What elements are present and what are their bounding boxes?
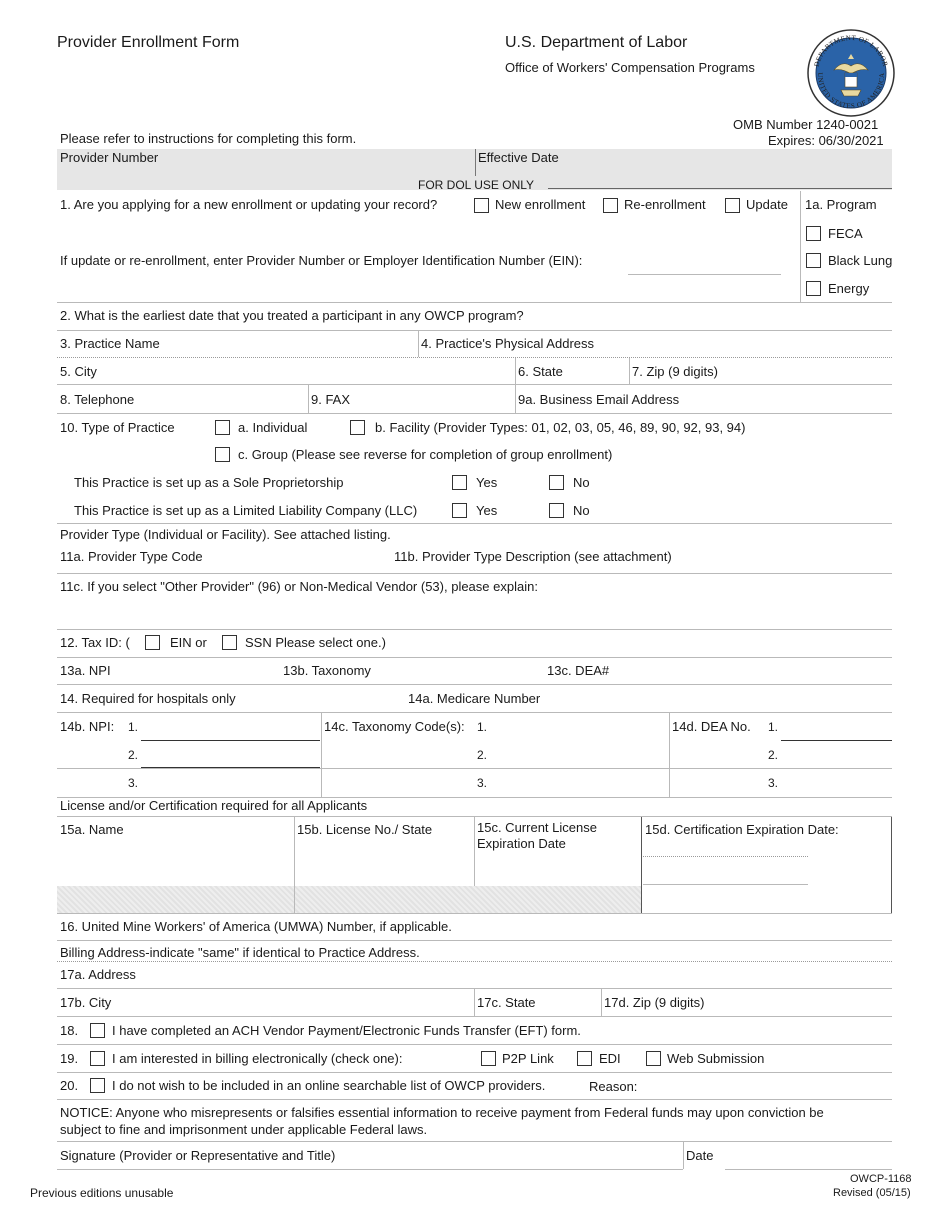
npi-row-1-line: [141, 740, 320, 741]
hospitals-only-label: 14. Required for hospitals only: [60, 691, 236, 706]
ssn-checkbox[interactable]: [222, 635, 237, 650]
npi-row-1-number: 1.: [128, 720, 139, 734]
individual-checkbox[interactable]: [215, 420, 230, 435]
edi-label: EDI: [599, 1051, 621, 1066]
physical-address-label: 4. Practice's Physical Address: [421, 336, 594, 351]
divider: [57, 1072, 892, 1073]
umwa-label: 16. United Mine Workers' of America (UMWA) Number, if applicable.: [60, 919, 452, 934]
llc-yes-checkbox[interactable]: [452, 503, 467, 518]
city-label: 5. City: [60, 364, 97, 379]
group-label: c. Group (Please see reverse for completion of group enrollment): [238, 447, 613, 462]
sole-prop-label: This Practice is set up as a Sole Proprietorship: [74, 475, 344, 490]
divider: [57, 913, 892, 914]
divider: [294, 886, 295, 913]
other-provider-explain-label: 11c. If you select "Other Provider" (96) or Non-Medical Vendor (53), please explain:: [60, 579, 538, 594]
omb-expires: Expires: 06/30/2021: [768, 133, 884, 148]
dea-row-1-number: 1.: [768, 720, 779, 734]
state-label: 6. State: [518, 364, 563, 379]
instructions-note: Please refer to instructions for completing this form.: [60, 131, 357, 146]
dea-row-1-line: [781, 740, 892, 741]
edi-checkbox[interactable]: [577, 1051, 592, 1066]
ein-underline: [628, 274, 781, 275]
seal-text-bottom: UNITED STATES OF AMERICA: [815, 72, 887, 111]
program-label: 1a. Program: [805, 197, 877, 212]
fax-label: 9. FAX: [311, 392, 351, 407]
previous-editions-note: Previous editions unusable: [30, 1186, 174, 1200]
web-submission-label: Web Submission: [667, 1051, 765, 1066]
update-label: Update: [746, 197, 788, 212]
agency-name: U.S. Department of Labor: [505, 34, 688, 51]
provider-type-desc-label: 11b. Provider Type Description (see attachment): [394, 549, 672, 564]
taxonomy-row-1-number: 1.: [477, 720, 488, 734]
cert-exp-line-1: [643, 856, 808, 857]
feca-checkbox[interactable]: [806, 226, 821, 241]
signature-date-label: Date: [686, 1148, 714, 1163]
dol-seal-logo: [806, 28, 896, 118]
q1-question: 1. Are you applying for a new enrollment or updating your record?: [60, 197, 438, 212]
divider: [57, 768, 892, 769]
npi-row-2-number: 2.: [128, 748, 139, 762]
llc-label: This Practice is set up as a Limited Liability Company (LLC): [74, 503, 418, 518]
provider-type-code-label: 11a. Provider Type Code: [60, 549, 203, 564]
divider: [57, 629, 892, 630]
signature-line: [57, 1169, 683, 1170]
divider: [57, 961, 892, 962]
divider: [515, 358, 516, 384]
medicare-number-label: 14a. Medicare Number: [408, 691, 541, 706]
black-lung-checkbox[interactable]: [806, 253, 821, 268]
eft-form-checkbox[interactable]: [90, 1023, 105, 1038]
eft-form-label: I have completed an ACH Vendor Payment/Electronic Funds Transfer (EFT) form.: [112, 1023, 581, 1038]
divider: [57, 712, 892, 713]
divider: [474, 817, 475, 887]
divider: [641, 817, 642, 913]
reason-label: Reason:: [589, 1079, 638, 1094]
office-name: Office of Workers' Compensation Programs: [505, 60, 755, 75]
ein-prompt: If update or re-enrollment, enter Provider Number or Employer Identification Number (EIN):: [60, 253, 583, 268]
taxonomy-row-2-number: 2.: [477, 748, 488, 762]
npi-label: 13a. NPI: [60, 663, 111, 678]
provider-type-note: Provider Type (Individual or Facility). See attached listing.: [60, 527, 391, 542]
type-of-practice-label: 10. Type of Practice: [60, 420, 175, 435]
zip-label: 7. Zip (9 digits): [632, 364, 718, 379]
ssn-option-label: SSN Please select one.): [245, 635, 386, 650]
divider: [57, 684, 892, 685]
license-heading: License and/or Certification required for all Applicants: [60, 798, 368, 813]
dea-row-2-number: 2.: [768, 748, 779, 762]
divider: [57, 1141, 892, 1142]
divider: [308, 385, 309, 413]
notice-line-2: subject to fine and imprisonment under applicable Federal laws.: [60, 1122, 428, 1137]
tax-id-label: 12. Tax ID: (: [60, 635, 130, 650]
divider: [321, 713, 322, 797]
llc-no-checkbox[interactable]: [549, 503, 564, 518]
q18-number: 18.: [60, 1023, 79, 1038]
effective-date-label: Effective Date: [478, 150, 559, 165]
notice-line-1: NOTICE: Anyone who misrepresents or falsifies essential information to receive payment from Federal funds may upon conviction be: [60, 1105, 824, 1120]
q19-number: 19.: [60, 1051, 79, 1066]
npi-14b-label: 14b. NPI:: [60, 719, 115, 734]
llc-no-label: No: [573, 503, 590, 518]
divider: [57, 357, 892, 358]
divider: [474, 989, 475, 1017]
divider: [57, 384, 892, 385]
billing-address-note: Billing Address-indicate "same" if identical to Practice Address.: [60, 945, 420, 960]
p2p-link-label: P2P Link: [502, 1051, 554, 1066]
facility-label: b. Facility (Provider Types: 01, 02, 03, 05, 46, 89, 90, 92, 93, 94): [375, 420, 746, 435]
form-number: OWCP-1168: [850, 1173, 912, 1185]
license-name-label: 15a. Name: [60, 822, 124, 837]
license-shaded-row: [57, 886, 641, 913]
energy-label: Energy: [828, 281, 870, 296]
divider: [57, 1099, 892, 1100]
sole-prop-yes-label: Yes: [476, 475, 498, 490]
sole-prop-yes-checkbox[interactable]: [452, 475, 467, 490]
divider: [57, 413, 892, 414]
opt-out-listing-checkbox[interactable]: [90, 1078, 105, 1093]
form-title: Provider Enrollment Form: [57, 34, 240, 51]
q2-label: 2. What is the earliest date that you treated a participant in any OWCP program?: [60, 308, 524, 323]
divider: [57, 1016, 892, 1017]
billing-state-label: 17c. State: [477, 995, 536, 1010]
divider: [57, 330, 892, 331]
facility-checkbox[interactable]: [350, 420, 365, 435]
q20-number: 20.: [60, 1078, 79, 1093]
ein-option-label: EIN or: [170, 635, 207, 650]
divider: [515, 385, 516, 413]
ein-checkbox[interactable]: [145, 635, 160, 650]
new-enrollment-checkbox[interactable]: [474, 198, 489, 213]
for-dol-use-only-label: FOR DOL USE ONLY: [418, 178, 535, 192]
sole-prop-no-checkbox[interactable]: [549, 475, 564, 490]
telephone-label: 8. Telephone: [60, 392, 135, 407]
dol-box-divider: [475, 149, 476, 176]
divider: [891, 817, 892, 913]
black-lung-label: Black Lung: [828, 253, 893, 268]
individual-label: a. Individual: [238, 420, 308, 435]
new-enrollment-label: New enrollment: [495, 197, 586, 212]
divider: [669, 713, 670, 797]
date-line: [725, 1169, 892, 1170]
divider: [57, 523, 892, 524]
billing-city-label: 17b. City: [60, 995, 112, 1010]
divider: [683, 1142, 684, 1169]
billing-electronic-label: I am interested in billing electronically (check one):: [112, 1051, 403, 1066]
divider: [418, 331, 419, 357]
email-label: 9a. Business Email Address: [518, 392, 680, 407]
taxonomy-row-3-number: 3.: [477, 776, 488, 790]
divider: [57, 1044, 892, 1045]
cert-expiration-label: 15d. Certification Expiration Date:: [645, 822, 839, 837]
npi-row-3-number: 3.: [128, 776, 139, 790]
omb-number: OMB Number 1240-0021: [733, 117, 879, 132]
current-license-label-1: 15c. Current License: [477, 820, 597, 835]
dea-14d-label: 14d. DEA No.: [672, 719, 751, 734]
taxonomy-codes-label: 14c. Taxonomy Code(s):: [324, 719, 465, 734]
signature-label: Signature (Provider or Representative and Title): [60, 1148, 336, 1163]
feca-label: FECA: [828, 226, 863, 241]
divider: [57, 657, 892, 658]
taxonomy-label: 13b. Taxonomy: [283, 663, 371, 678]
group-checkbox[interactable]: [215, 447, 230, 462]
practice-name-label: 3. Practice Name: [60, 336, 160, 351]
web-submission-checkbox[interactable]: [646, 1051, 661, 1066]
dea-label: 13c. DEA#: [547, 663, 610, 678]
p2p-link-checkbox[interactable]: [481, 1051, 496, 1066]
update-checkbox[interactable]: [725, 198, 740, 213]
dea-row-3-number: 3.: [768, 776, 779, 790]
ein-input[interactable]: [628, 256, 781, 274]
license-number-label: 15b. License No./ State: [297, 822, 433, 837]
billing-electronic-checkbox[interactable]: [90, 1051, 105, 1066]
divider: [629, 358, 630, 384]
energy-checkbox[interactable]: [806, 281, 821, 296]
seal-text-top: DEPARTMENT OF LABOR: [812, 33, 890, 68]
billing-address-label: 17a. Address: [60, 967, 136, 982]
divider: [57, 573, 892, 574]
provider-number-label: Provider Number: [60, 150, 159, 165]
re-enrollment-label: Re-enrollment: [624, 197, 706, 212]
llc-yes-label: Yes: [476, 503, 498, 518]
divider: [57, 302, 892, 303]
cert-exp-line-2: [643, 884, 808, 885]
divider: [601, 989, 602, 1017]
current-license-label-2: Expiration Date: [477, 836, 566, 851]
divider: [57, 940, 892, 941]
dol-use-underline: [548, 188, 892, 189]
sole-prop-no-label: No: [573, 475, 590, 490]
billing-zip-label: 17d. Zip (9 digits): [604, 995, 705, 1010]
revised-date: Revised (05/15): [833, 1187, 911, 1199]
re-enrollment-checkbox[interactable]: [603, 198, 618, 213]
opt-out-listing-label: I do not wish to be included in an online searchable list of OWCP providers.: [112, 1078, 546, 1093]
program-column-divider: [800, 191, 801, 302]
